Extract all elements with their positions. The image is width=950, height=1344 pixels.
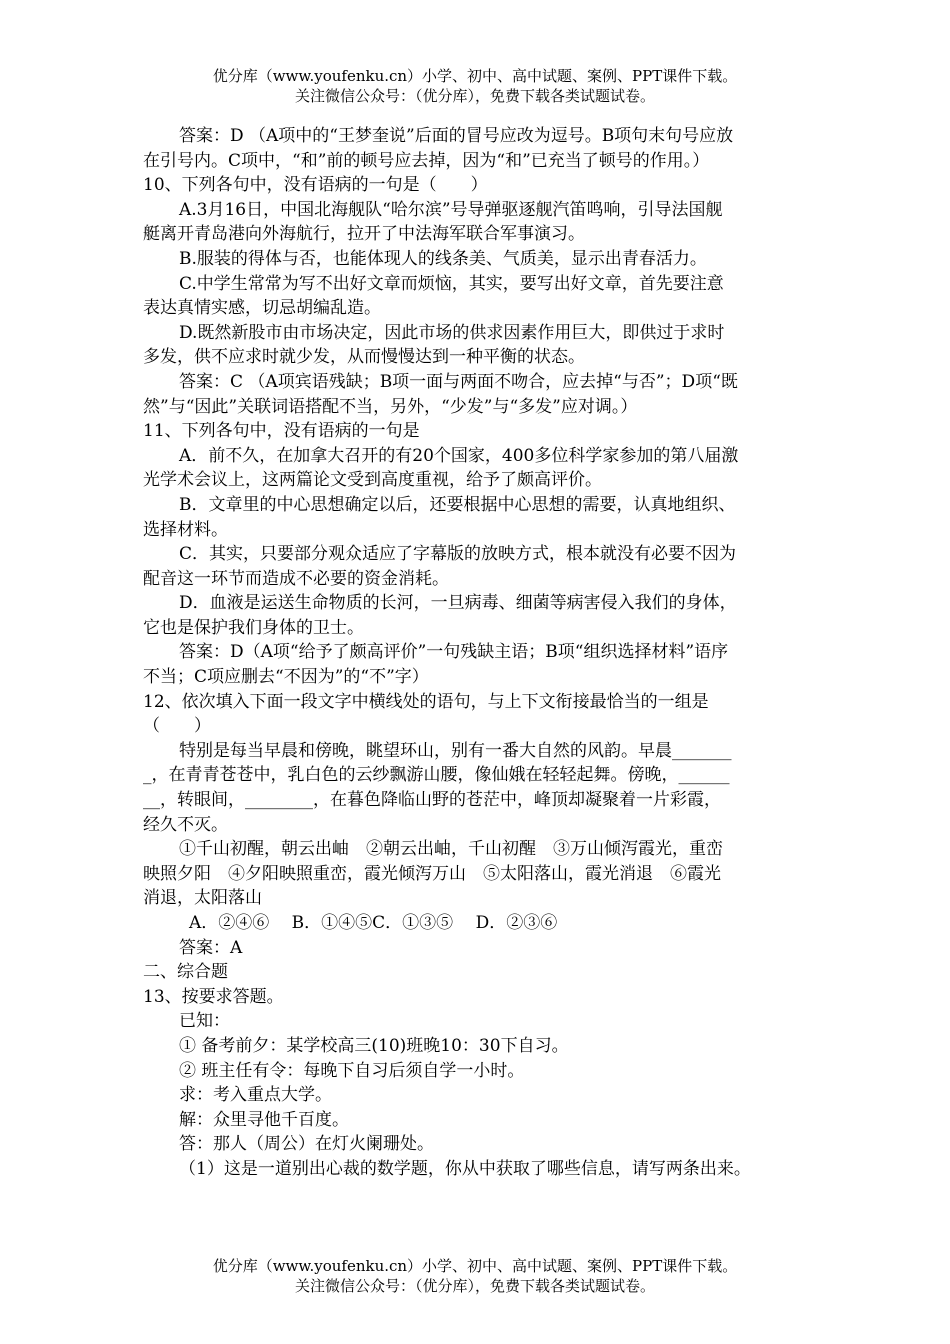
question-12-stem-line-1: 12、依次填入下面一段文字中横线处的语句，与上下文衔接最恰当的一组是 (143, 691, 709, 712)
q11-option-b-line-1: B．文章里的中心思想确定以后，还要根据中心思想的需要，认真地组织、 (179, 494, 736, 515)
answer-10-line-1: 答案：C （A项宾语残缺；B项一面与两面不吻合，应去掉“与否”；D项“既 (179, 371, 738, 392)
q11-option-d-line-2: 它也是保护我们身体的卫士。 (143, 617, 364, 638)
q10-option-b: B.服装的得体与否，也能体现人的线条美、气质美，显示出青春活力。 (179, 248, 707, 269)
answer-9-line-2: 在引号内。C项中，“和”前的顿号应去掉，因为“和”已充当了顿号的作用。） (143, 150, 710, 171)
header-line-2: 关注微信公众号：（优分库），免费下载各类试题试卷。 (294, 87, 655, 105)
answer-10-line-2: 然”与“因此”关联词语搭配不当，另外，“少发”与“多发”应对调。） (143, 396, 638, 417)
q12-choices-line-2: 映照夕阳 ④夕阳映照重峦，霞光倾泻万山 ⑤太阳落山，霞光消退 ⑥霞光 (143, 863, 721, 884)
q11-option-d-line-1: D．血液是运送生命物质的长河，一旦病毒、细菌等病害侵入我们的身体， (179, 593, 737, 614)
q11-option-a-line-1: A．前不久，在加拿大召开的有20个国家，400多位科学家参加的第八届激 (179, 445, 739, 466)
q12-options: A．②④⑥ B．①④⑤C．①③⑤ D．②③⑥ (189, 913, 558, 933)
document-body (143, 124, 808, 1182)
q11-option-c-line-1: C．其实，只要部分观众适应了字幕版的放映方式，根本就没有必要不因为 (179, 544, 737, 565)
header-line-1: 优分库（www.youfenku.cn）小学、初中、高中试题、案例、PPT课件下载。 (212, 67, 738, 85)
answer-11-line-2: 不当；C项应删去“不因为”的“不”字） (143, 667, 429, 688)
question-13-stem: 13、按要求答题。 (143, 986, 284, 1007)
q12-passage-line-1: 特别是每当早晨和傍晚，眺望环山，别有一番大自然的风韵。早晨_______ (179, 740, 732, 761)
question-12-stem-line-2: （ ） (143, 716, 211, 737)
q10-option-c-line-1: C.中学生常常为写不出好文章而烦恼，其实，要写出好文章，首先要注意 (179, 273, 724, 294)
footer-line-2: 关注微信公众号：（优分库），免费下载各类试题试卷。 (294, 1277, 655, 1295)
q13-solution: 解：众里寻他千百度。 (179, 1109, 349, 1130)
q10-option-c-line-2: 表达真情实感，切忌胡编乱造。 (143, 298, 381, 319)
q11-option-c-line-2: 配音这一环节而造成不必要的资金消耗。 (143, 568, 449, 589)
question-10-stem: 10、下列各句中，没有语病的一句是（ ） (143, 175, 488, 196)
q10-option-a-line-1: A.3月16日，中国北海舰队“哈尔滨”号导弹驱逐舰汽笛鸣响，引导法国舰 (179, 199, 723, 220)
answer-12: 答案：A (179, 937, 243, 958)
q13-subquestion-1: （1）这是一道别出心裁的数学题，你从中获取了哪些信息，请写两条出来。 (179, 1158, 751, 1179)
q12-passage-line-4: 经久不灭。 (143, 814, 228, 835)
q12-choices-line-3: 消退，太阳落山 (143, 888, 262, 909)
q13-given-label: 已知： (179, 1011, 230, 1032)
q13-given-1: ① 备考前夕：某学校高三(10)班晚10：30下自习。 (179, 1035, 569, 1056)
page-header (0, 66, 950, 106)
answer-11-line-1: 答案：D（A项“给予了颇高评价”一句残缺主语；B项“组织选择材料”语序 (179, 642, 729, 663)
q12-choices-line-1: ①千山初醒，朝云出岫 ②朝云出岫，千山初醒 ③万山倾泻霞光，重峦 (179, 839, 723, 860)
section-heading: 二、综合题 (143, 962, 228, 983)
q10-option-d-line-2: 多发，供不应求时就少发，从而慢慢达到一种平衡的状态。 (143, 347, 585, 368)
page-footer (0, 1256, 950, 1296)
q10-option-a-line-2: 艇离开青岛港向外海航行，拉开了中法海军联合军事演习。 (143, 224, 585, 245)
q11-option-b-line-2: 选择材料。 (143, 519, 228, 540)
q13-given-2: ② 班主任有令：每晚下自习后须自学一小时。 (179, 1060, 525, 1081)
question-11-stem: 11、下列各句中，没有语病的一句是 (143, 421, 420, 442)
q13-answer: 答：那人（周公）在灯火阑珊处。 (179, 1134, 434, 1155)
q11-option-a-line-2: 光学术会议上，这两篇论文受到高度重视，给予了颇高评价。 (143, 470, 602, 491)
q12-passage-line-2: _，在青青苍苍中，乳白色的云纱飘游山腰，像仙娥在轻轻起舞。傍晚，______ (143, 765, 730, 786)
q10-option-d-line-1: D.既然新股市由市场决定，因此市场的供求因素作用巨大，即供过于求时 (179, 322, 725, 343)
answer-9-line-1: 答案：D （A项中的“王梦奎说”后面的冒号应改为逗号。B项句末句号应放 (179, 126, 734, 146)
q12-passage-line-3: __，转眼间，________，在暮色降临山野的苍茫中，峰顶却凝聚着一片彩霞， (143, 790, 721, 811)
q13-find: 求：考入重点大学。 (179, 1085, 332, 1106)
footer-line-1: 优分库（www.youfenku.cn）小学、初中、高中试题、案例、PPT课件下载。 (212, 1257, 738, 1275)
